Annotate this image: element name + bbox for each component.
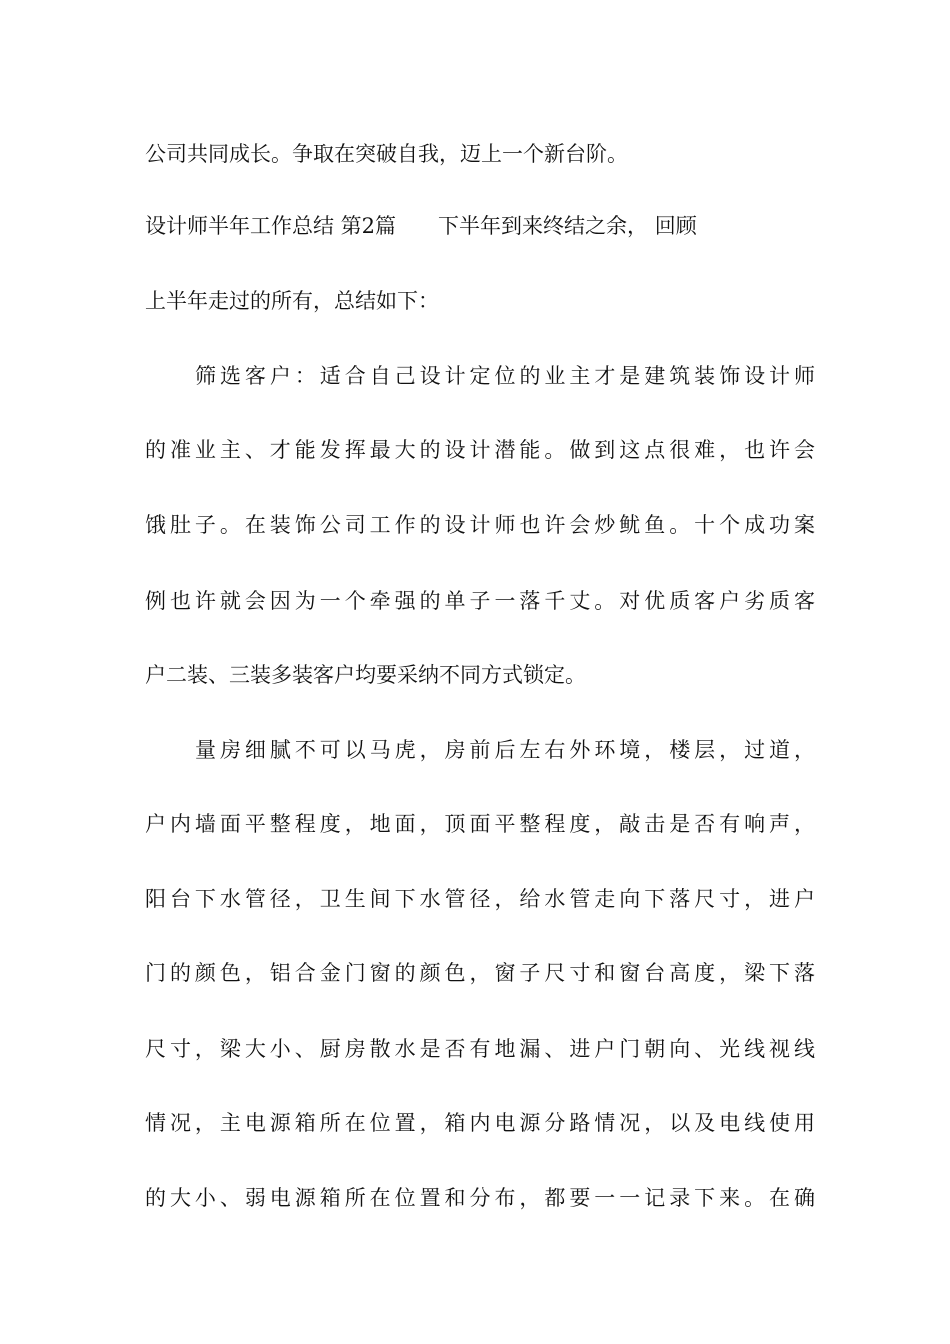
text-line: 门的颜色，铝合金门窗的颜色，窗子尺寸和窗台高度，梁下落: [145, 961, 815, 985]
text-line: 尺寸，梁大小、厨房散水是否有地漏、进户门朝向、光线视线: [145, 1037, 815, 1061]
text-line: 例也许就会因为一个牵强的单子一落千丈。对优质客户劣质客: [145, 589, 815, 613]
paragraph-first-line: 量房细腻不可以马虎，房前后左右外环境，楼层，过道，: [195, 738, 815, 762]
text-line: 阳台下水管径，卫生间下水管径，给水管走向下落尺寸，进户: [145, 887, 815, 911]
text-line: 上半年走过的所有，总结如下：: [145, 289, 439, 313]
text-line: 公司共同成长。争取在突破自我，迈上一个新台阶。: [145, 142, 628, 166]
paragraph-first-line: 筛选客户：适合自己设计定位的业主才是建筑装饰设计师: [195, 364, 815, 388]
text-line: 情况，主电源箱所在位置，箱内电源分路情况，以及电线使用: [145, 1111, 815, 1135]
text-line: 饿肚子。在装饰公司工作的设计师也许会炒鱿鱼。十个成功案: [145, 513, 815, 537]
text-line: 户内墙面平整程度，地面，顶面平整程度，敲击是否有响声，: [145, 812, 815, 836]
text-line: 户二装、三装多装客户均要采纳不同方式锁定。: [145, 663, 586, 687]
section-heading-line: 设计师半年工作总结 第2篇 下半年到来终结之余， 回顾: [145, 214, 697, 238]
text-line: 的准业主、才能发挥最大的设计潜能。做到这点很难，也许会: [145, 438, 815, 462]
text-line: 的大小、弱电源箱所在位置和分布，都要一一记录下来。在确: [145, 1186, 815, 1210]
